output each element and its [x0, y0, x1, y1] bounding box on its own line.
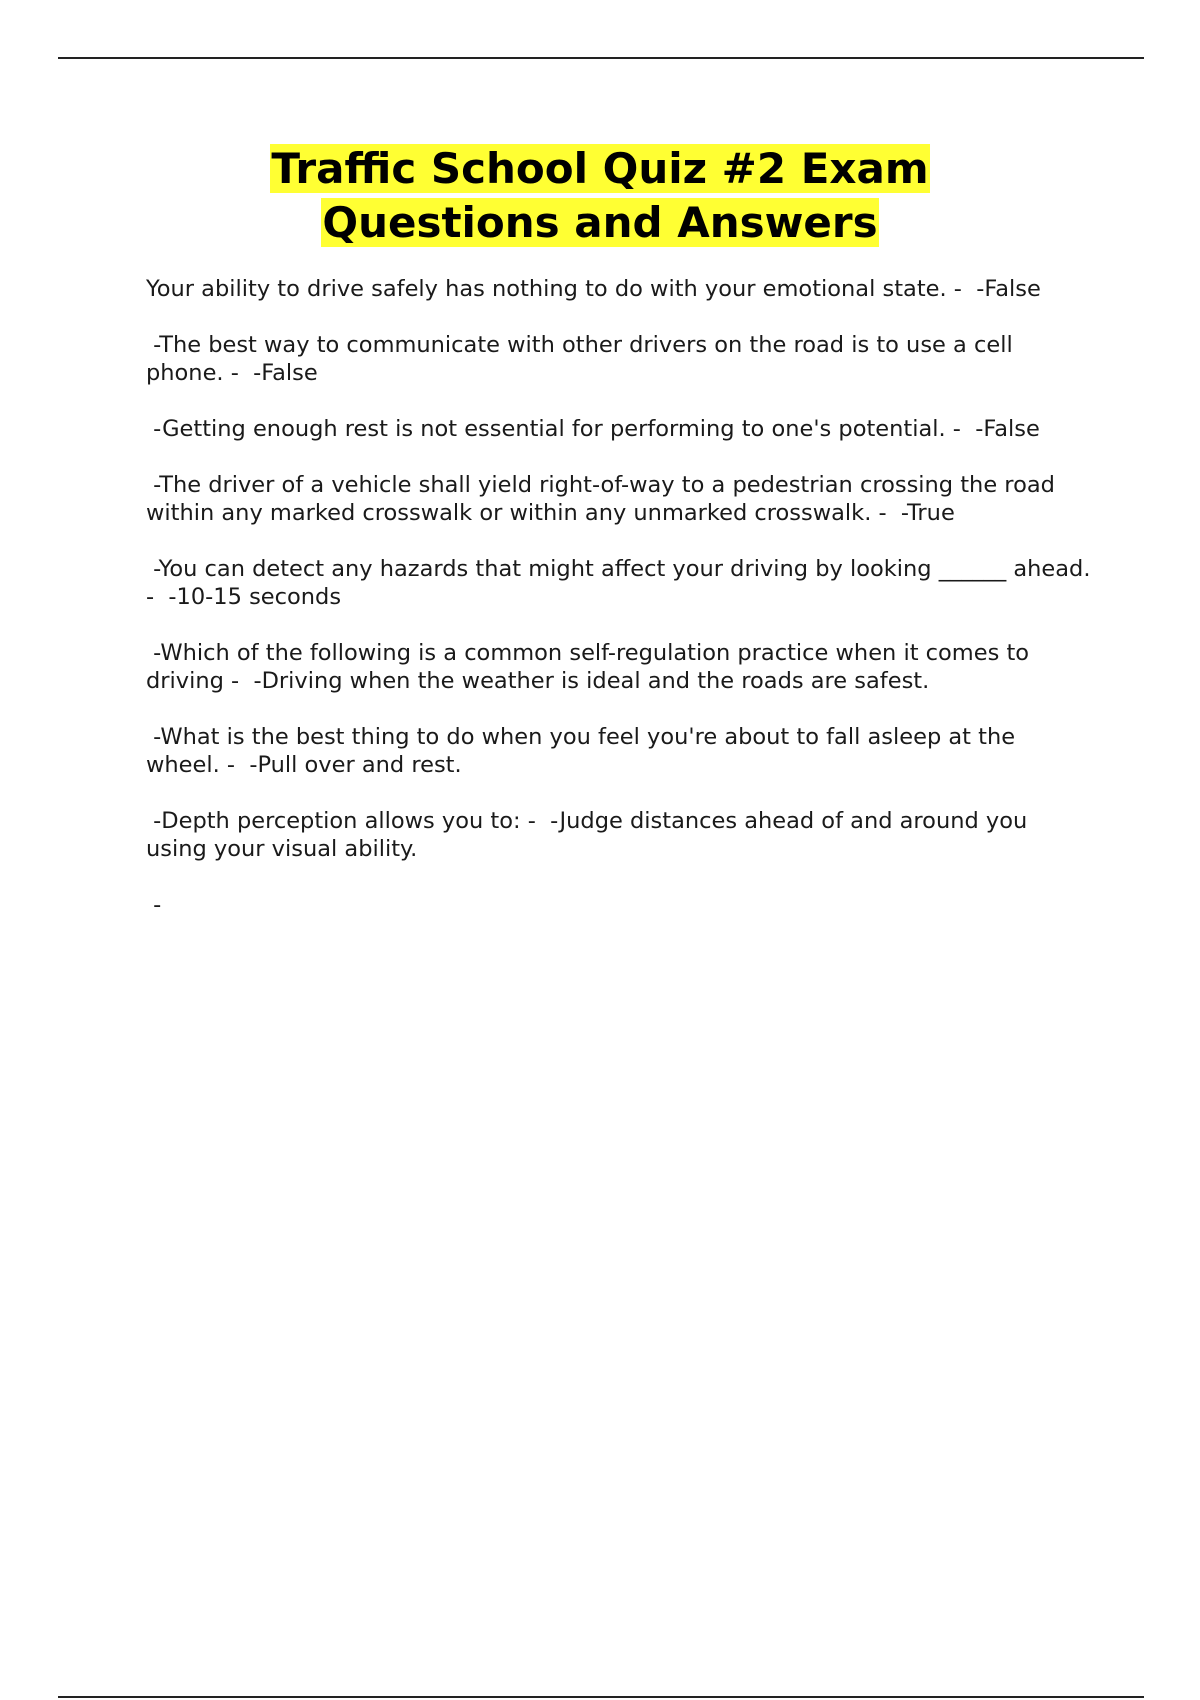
- bottom-rule: [58, 1696, 1144, 1698]
- title-block: [0, 142, 1200, 250]
- qa-item-6: -Which of the following is a common self-regulation practice when it comes to driving - -Driving when the weather is ideal and the roads are safest.: [146, 640, 1037, 694]
- qa-item-1: Your ability to drive safely has nothing to do with your emotional state. - -False: [146, 276, 1041, 302]
- qa-list: [146, 275, 1098, 947]
- qa-item-9: -: [146, 892, 162, 918]
- top-rule: [58, 57, 1144, 59]
- qa-item-4: -The driver of a vehicle shall yield right-of-way to a pedestrian crossing the road within any marked crosswalk or within any unmarked crosswalk. - -True: [146, 472, 1063, 526]
- document-title-line-2: Questions and Answers: [322, 198, 878, 247]
- document-title: [270, 144, 929, 247]
- qa-item-7: -What is the best thing to do when you feel you're about to fall asleep at the wheel. - -Pull over and rest.: [146, 724, 1023, 778]
- qa-item-5: -You can detect any hazards that might affect your driving by looking ______ ahead. - -10-15 seconds: [146, 556, 1098, 610]
- qa-item-2: -The best way to communicate with other drivers on the road is to use a cell phone. - -False: [146, 332, 1020, 386]
- qa-item-3: -Getting enough rest is not essential for performing to one's potential. - -False: [146, 416, 1040, 442]
- qa-item-8: -Depth perception allows you to: - -Judge distances ahead of and around you using your visual ability.: [146, 808, 1035, 862]
- document-title-line-1: Traffic School Quiz #2 Exam: [271, 144, 929, 193]
